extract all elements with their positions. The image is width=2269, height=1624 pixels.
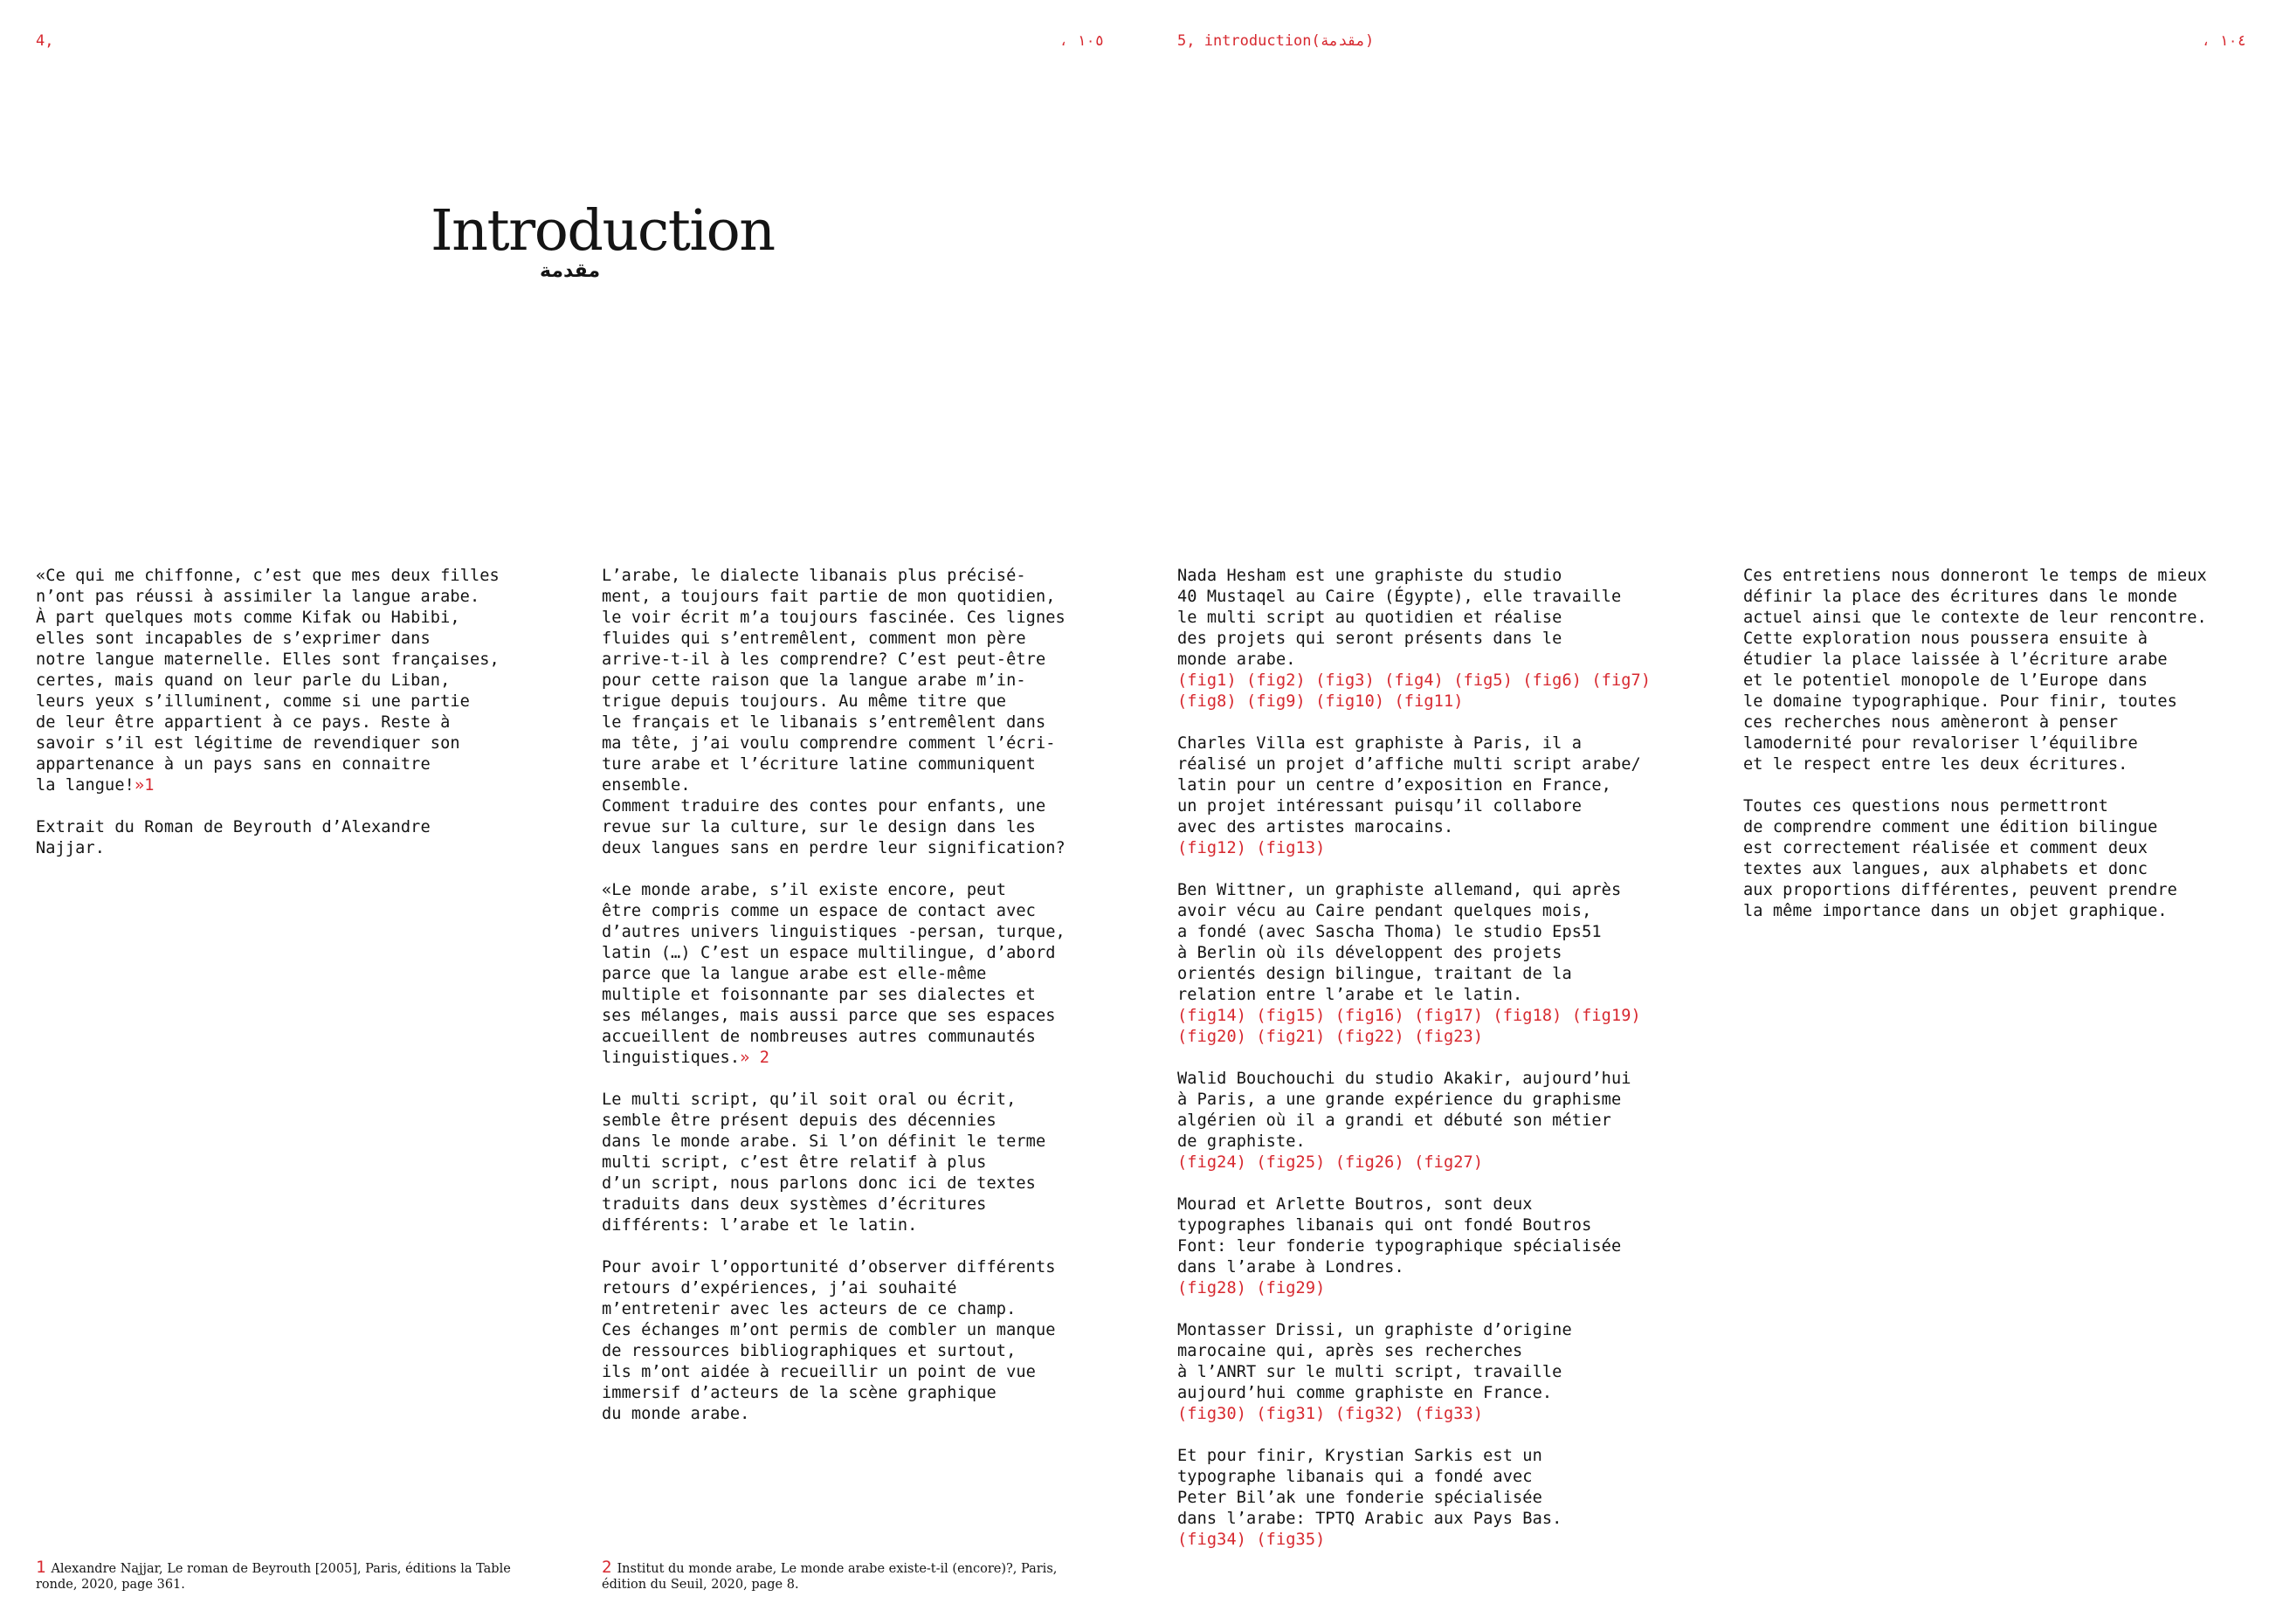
paragraph-quote-ima <box>602 880 1126 1069</box>
right-page-number-arabic: ، ١٠٤ <box>2201 32 2246 50</box>
entry-ben-wittner <box>1177 880 1701 1048</box>
footnote-number: 2 <box>602 1558 612 1577</box>
left-page-number: 4, <box>36 32 54 50</box>
entry-text: Montasser Drissi, un graphiste d’origine marocaine qui, après ses recherches à l’ANRT sur le multi script, travaille aujourd’hui comme graphiste en France. <box>1177 1321 1572 1402</box>
footnote-2 <box>602 1559 1100 1593</box>
quote-ima-text: «Le monde arabe, s’il existe encore, peut être compris comme un espace de contact avec d’autres univers linguistiques -persan, turque, latin (…) C’est un espace multilingue, d’abord parce que la langue arabe est elle-même multiple et foisonnante par ses dialectes et ses mélanges, mais aussi parce que ses espaces accueillent de nombreuses autres communautés linguistiques. <box>602 881 1066 1067</box>
figure-refs: (fig12) (fig13) <box>1177 839 1326 857</box>
entry-walid-bouchouchi <box>1177 1069 1701 1173</box>
entry-text: Ben Wittner, un graphiste allemand, qui après avoir vécu au Caire pendant quelques mois, a fondé (avec Sascha Thoma) le studio Eps51 à Berlin où ils développent des projets orientés design bilingue, traitant de la relation entre l’arabe et le latin. <box>1177 881 1622 1004</box>
page-title-arabic: مقدمة <box>540 260 601 282</box>
entry-krystian-sarkis <box>1177 1446 1701 1551</box>
figure-refs: (fig24) (fig25) (fig26) (fig27) <box>1177 1153 1484 1172</box>
footnote-text: Alexandre Najjar, Le roman de Beyrouth [2005], Paris, éditions la Table ronde, 2020, page 361. <box>36 1562 511 1592</box>
entry-charles-villa <box>1177 733 1701 859</box>
entry-text: Et pour finir, Krystian Sarkis est un typographe libanais qui a fondé avec Peter Bil’ak une fonderie spécialisée dans l’arabe: TPTQ Arabic aux Pays Bas. <box>1177 1447 1562 1528</box>
footnote-text: Institut du monde arabe, Le monde arabe existe-t-il (encore)?, Paris, édition du Seuil, 2020, page 8. <box>602 1562 1058 1592</box>
left-page-number-arabic: ، ١٠٥ <box>1059 32 1104 50</box>
footnote-ref-1: »1 <box>134 776 155 795</box>
figure-refs: (fig30) (fig31) (fig32) (fig33) <box>1177 1405 1484 1423</box>
paragraph-interviews: Pour avoir l’opportunité d’observer différents retours d’expériences, j’ai souhaité m’entretenir avec les acteurs de ce champ. Ces échanges m’ont permis de combler un manque de ressources bibliographiques et surtout, ils m’ont aidée à recueillir un point de vue immersif d’acteurs de la scène graphique du monde arabe. <box>602 1258 1056 1423</box>
entry-text: Mourad et Arlette Boutros, sont deux typographes libanais qui ont fondé Boutros Font: leur fonderie typographique spécialisée dans l’arabe à Londres. <box>1177 1195 1622 1276</box>
entry-boutros <box>1177 1194 1701 1299</box>
right-page-label: 5, introduction(مقدمة) <box>1177 32 1375 50</box>
entry-montasser-drissi <box>1177 1320 1701 1425</box>
footnote-1 <box>36 1559 534 1593</box>
figure-refs: (fig34) (fig35) <box>1177 1531 1326 1549</box>
footnote-number: 1 <box>36 1558 46 1577</box>
footnote-ref-2: » 2 <box>740 1049 770 1067</box>
column-1 <box>36 566 560 880</box>
opening-quote-text: «Ce qui me chiffonne, c’est que mes deux filles n’ont pas réussi à assimiler la langue arabe. À part quelques mots comme Kifak ou Habibi, elles sont incapables de s’exprimer dans notre langue maternelle. Elles sont françaises, certes, mais quand on leur parle du Liban, leurs yeux s’illuminent, comme si une partie de leur être appartient à ce pays. Reste à savoir s’il est légitime de revendiquer son appartenance à un pays sans en connaitre la langue! <box>36 567 500 795</box>
column-3 <box>1177 566 1701 1572</box>
opening-quote <box>36 566 560 796</box>
page-title: Introduction <box>431 198 775 264</box>
paragraph-intro: L’arabe, le dialecte libanais plus précisé- ment, a toujours fait partie de mon quotidien, le voir écrit m’a toujours fascinée. Ces lignes fluides qui s’entremêlent, comment mon père arrive-t-il à les comprendre? C’est peut-être pour cette raison que la langue arabe m’in- trigue depuis toujours. Au même titre que le français et le libanais s’entremêlent dans ma tête, j’ai voulu comprendre comment l’écri- ture arabe et l’écriture latine communiquent ensemble. Comment traduire des contes pour enfants, une revue sur la culture, sur le design dans les deux langues sans en perdre leur signification? <box>602 567 1066 857</box>
column-2 <box>602 566 1126 1446</box>
paragraph-multiscript: Le multi script, qu’il soit oral ou écrit, semble être présent depuis des décennies dans le monde arabe. Si l’on définit le terme multi script, c’est être relatif à plus d’un script, nous parlons donc ici de textes traduits dans deux systèmes d’écritures différents: l’arabe et le latin. <box>602 1091 1046 1235</box>
figure-refs: (fig14) (fig15) (fig16) (fig17) (fig18) (fig19) (fig20) (fig21) (fig22) (fig23) <box>1177 1007 1641 1046</box>
paragraph-exploration: Ces entretiens nous donneront le temps de mieux définir la place des écritures dans le monde actuel ainsi que le contexte de leur rencontre. Cette exploration nous poussera ensuite à étudier la place laissée à l’écriture arabe et le potentiel monopole de l’Europe dans le domaine typographique. Pour finir, toutes ces recherches nous amèneront à penser lamodernité pour revaloriser l’équilibre et le respect entre les deux écritures. <box>1743 567 2207 774</box>
paragraph-conclusion: Toutes ces questions nous permettront de comprendre comment une édition bilingue est correctement réalisée et comment deux textes aux langues, aux alphabets et donc aux proportions différentes, peuvent prendre la même importance dans un objet graphique. <box>1743 797 2177 920</box>
column-4 <box>1743 566 2267 943</box>
figure-refs: (fig28) (fig29) <box>1177 1279 1326 1297</box>
entry-text: Walid Bouchouchi du studio Akakir, aujourd’hui à Paris, a une grande expérience du graphisme algérien où il a grandi et débuté son métier de graphiste. <box>1177 1070 1631 1151</box>
quote-source: Extrait du Roman de Beyrouth d’Alexandre Najjar. <box>36 818 431 857</box>
entry-nada-hesham <box>1177 566 1701 712</box>
entry-text: Charles Villa est graphiste à Paris, il a réalisé un projet d’affiche multi script arabe/ latin pour un centre d’exposition en France, un projet intéressant puisqu’il collabore avec des artistes marocains. <box>1177 734 1641 836</box>
figure-refs: (fig1) (fig2) (fig3) (fig4) (fig5) (fig6) (fig7) (fig8) (fig9) (fig10) (fig11) <box>1177 671 1652 711</box>
entry-text: Nada Hesham est une graphiste du studio 40 Mustaqel au Caire (Égypte), elle travaille le multi script au quotidien et réalise des projets qui seront présents dans le monde arabe. <box>1177 567 1622 669</box>
